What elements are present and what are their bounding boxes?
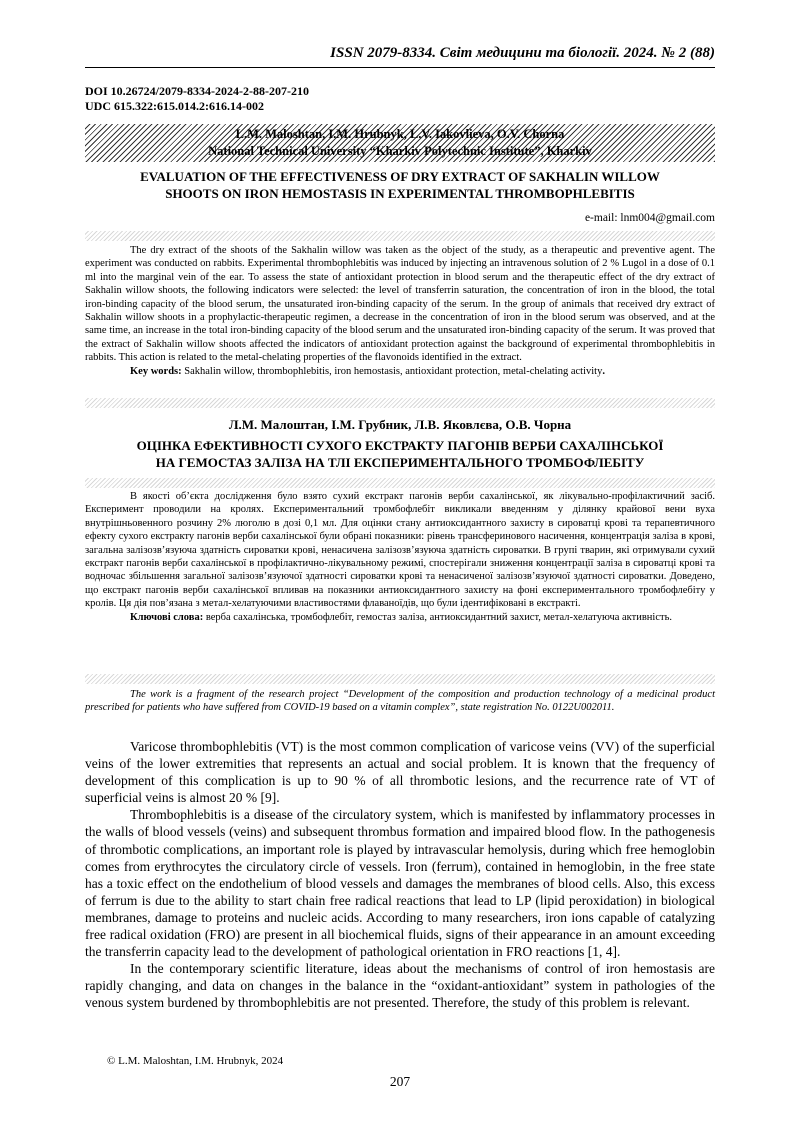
separator-band-ua xyxy=(85,478,715,488)
abstract-en-text: The dry extract of the shoots of the Sakhalin willow was taken as the object of the study, as a therapeutic and preventive agent. The experiment was conducted on rabbits. Experimental thrombophlebitis was induced by injecting an intravenous solution of 2 % Lugol in a dose of 0.1 ml into the marginal vein of the ear. To assess the state of antioxidant protection in blood serum and the therapeutic effect of the dry extract of Sakhalin willow shoots, the following indicators were selected: the level of transferrin saturation, the concentration of iron in the blood, the total iron-binding capacity of the blood serum, the unsaturated iron-binding capacity of the serum. In the group of animals that received dry extract of Sakhalin willow shoots in a prophylactic-therapeutic regimen, a decrease in the concentration of iron in the blood serum was observed, and at the same time, an increase in the total iron-binding capacity of the blood serum and the unsaturated iron-binding capacity of the serum. It was proved that the extract of Sakhalin willow shoots affected the indicators of antioxidant protection against the background of experimental thrombophlebitis in rabbits. This action is related to the metal-chelating properties of the flavonoids identified in the extract. xyxy=(85,245,715,364)
authors-en: L.M. Maloshtan, I.M. Hrubnyk, L.V. Iakovlieva, O.V. Chorna xyxy=(235,127,565,141)
article-identifiers xyxy=(85,84,309,114)
header-rule xyxy=(85,67,715,68)
title-en-line-2: SHOOTS ON IRON HEMOSTASIS IN EXPERIMENTAL THROMBOPHLEBITIS xyxy=(165,186,635,201)
author-email: e-mail: lnm004@gmail.com xyxy=(584,212,715,224)
funding-note: The work is a fragment of the research project “Development of the composition and production technology of a medicinal product prescribed for patients who have suffered from COVID-19 based on a vitamin complex”, state registration No. 0122U002011. xyxy=(85,689,715,714)
copyright-notice: © L.M. Maloshtan, I.M. Hrubnyk, 2024 xyxy=(107,1055,284,1067)
body-paragraph-1: Varicose thrombophlebitis (VT) is the most common complication of varicose veins (VV) of the superficial veins of the lower extremities that represents an actual and social problem. It is known that the frequency of development of this complication is up to 90 % of all thrombotic lesions, and the recurrence rate of VT of superficial veins is almost 20 % [9]. xyxy=(85,739,715,806)
affiliation: National Technical University “Kharkiv Polytechnic Institute”, Kharkiv xyxy=(208,144,592,158)
authors-block-en xyxy=(85,126,715,160)
title-ua-line-1: ОЦІНКА ЕФЕКТИВНОСТІ СУХОГО ЕКСТРАКТУ ПАГОНІВ ВЕРБИ САХАЛІНСЬКОЇ xyxy=(136,438,664,453)
keywords-en-end: . xyxy=(602,365,605,377)
doi: DOI 10.26724/2079-8334-2024-2-88-207-210 xyxy=(85,84,309,98)
keywords-en-text: Sakhalin willow, thrombophlebitis, iron hemostasis, antioxidant protection, metal-chelating activity xyxy=(181,365,603,377)
title-ua-line-2: НА ГЕМОСТАЗ ЗАЛІЗА НА ТЛІ ЕКСПЕРИМЕНТАЛЬНОГО ТРОМБОФЛЕБІТУ xyxy=(155,455,645,470)
abstract-ua xyxy=(85,490,715,624)
title-en xyxy=(85,168,715,202)
title-en-line-1: EVALUATION OF THE EFFECTIVENESS OF DRY EXTRACT OF SAKHALIN WILLOW xyxy=(140,169,660,184)
keywords-ua xyxy=(85,611,715,624)
udc: UDC 615.322:615.014.2:616.14-002 xyxy=(85,99,264,113)
keywords-en-label: Key words: xyxy=(130,365,182,377)
keywords-ua-label: Ключові слова: xyxy=(130,611,204,623)
journal-header: ISSN 2079-8334. Світ медицини та біології. 2024. № 2 (88) xyxy=(330,45,715,61)
body-paragraph-3: In the contemporary scientific literature, ideas about the mechanisms of control of iron hemostasis are rapidly changing, and data on changes in the balance in the “oxidant-antioxidant” system in pathologies of the venous system burdened by thrombophlebitis are not presented. Therefore, the study of this problem is relevant. xyxy=(85,961,715,1011)
page-number: 207 xyxy=(389,1074,411,1089)
separator-band-mid xyxy=(85,398,715,408)
separator-band-top xyxy=(85,231,715,241)
abstract-en xyxy=(85,244,715,378)
article-body xyxy=(85,738,715,1012)
body-paragraph-2: Thrombophlebitis is a disease of the circulatory system, which is manifested by inflammatory processes in the walls of blood vessels (veins) and subsequent thrombus formation and impaired blood flow. In the pathogenesis of thrombotic complications, an important role is played by intravascular hemolysis, during which free hemoglobin comes from erythrocytes the circulatory circle of vessels. Iron (ferrum), contained in hemoglobin, in the free state has a toxic effect on the endothelium of blood vessels and damages the membranes of blood cells. Also, this excess of ferrum is due to the ability to start chain free radical reactions that lead to LP (lipid peroxidation) in biological membranes, damage to proteins and nucleic acids. According to many researchers, iron ions capable of catalyzing free radical oxidation (FRO) are present in all biochemical fluids, signs of their appearance in an amount exceeding the transferrin capacity lead to the development of pathological orientation in FRO reactions [1, 4]. xyxy=(85,807,715,960)
authors-ua: Л.М. Малоштан, І.М. Грубник, Л.В. Яковлєва, О.В. Чорна xyxy=(228,417,572,432)
abstract-ua-text: В якості об’єкта дослідження було взято сухий екстракт пагонів верби сахалінської, як лікувально-профілактичний засіб. Експеримент проводили на кролях. Експериментальний тромбофлебіт викликали введенням у ділянку крайової вени вуха внутрішньовенного розчину 2% люголю в дозі 0,1 мл. Для оцінки стану антиоксидантного захисту в сироватці крові та терапевтичного ефекту сухого екстракту пагонів верби сахалінської були обрані показники: рівень трансферинового насичення, концентрація заліза в крові, загальна залізозв’язуюча здатність сироватки крові, ненасичена залізозв’язуюча здатність сироватки. В групі тварин, які отримували сухий екстракт пагонів верби сахалінської в профілактично-лікувальному режимі, спостерігали зниження концентрації заліза в сироватці крові та водночас збільшення загальної залізозв’язуючої здатності сироватки крові та ненасиченої залізозв’язуючої здатності сироватки. Доведено, що екстракт пагонів верби сахалінської впливав на показники антиоксидантного захисту на фоні експериментального тромбофлебіту у кролів. Ця дія пов’язана з метал-хелатуючими властивостями флаваноїдів, що були ідентифіковані в екстракті. xyxy=(85,491,715,610)
keywords-en xyxy=(85,365,715,378)
separator-band-bottom xyxy=(85,674,715,684)
keywords-ua-text: верба сахалінська, тромбофлебіт, гемостаз заліза, антиоксидантний захист, метал-хелатуюча активність. xyxy=(203,611,673,623)
title-ua xyxy=(85,437,715,471)
